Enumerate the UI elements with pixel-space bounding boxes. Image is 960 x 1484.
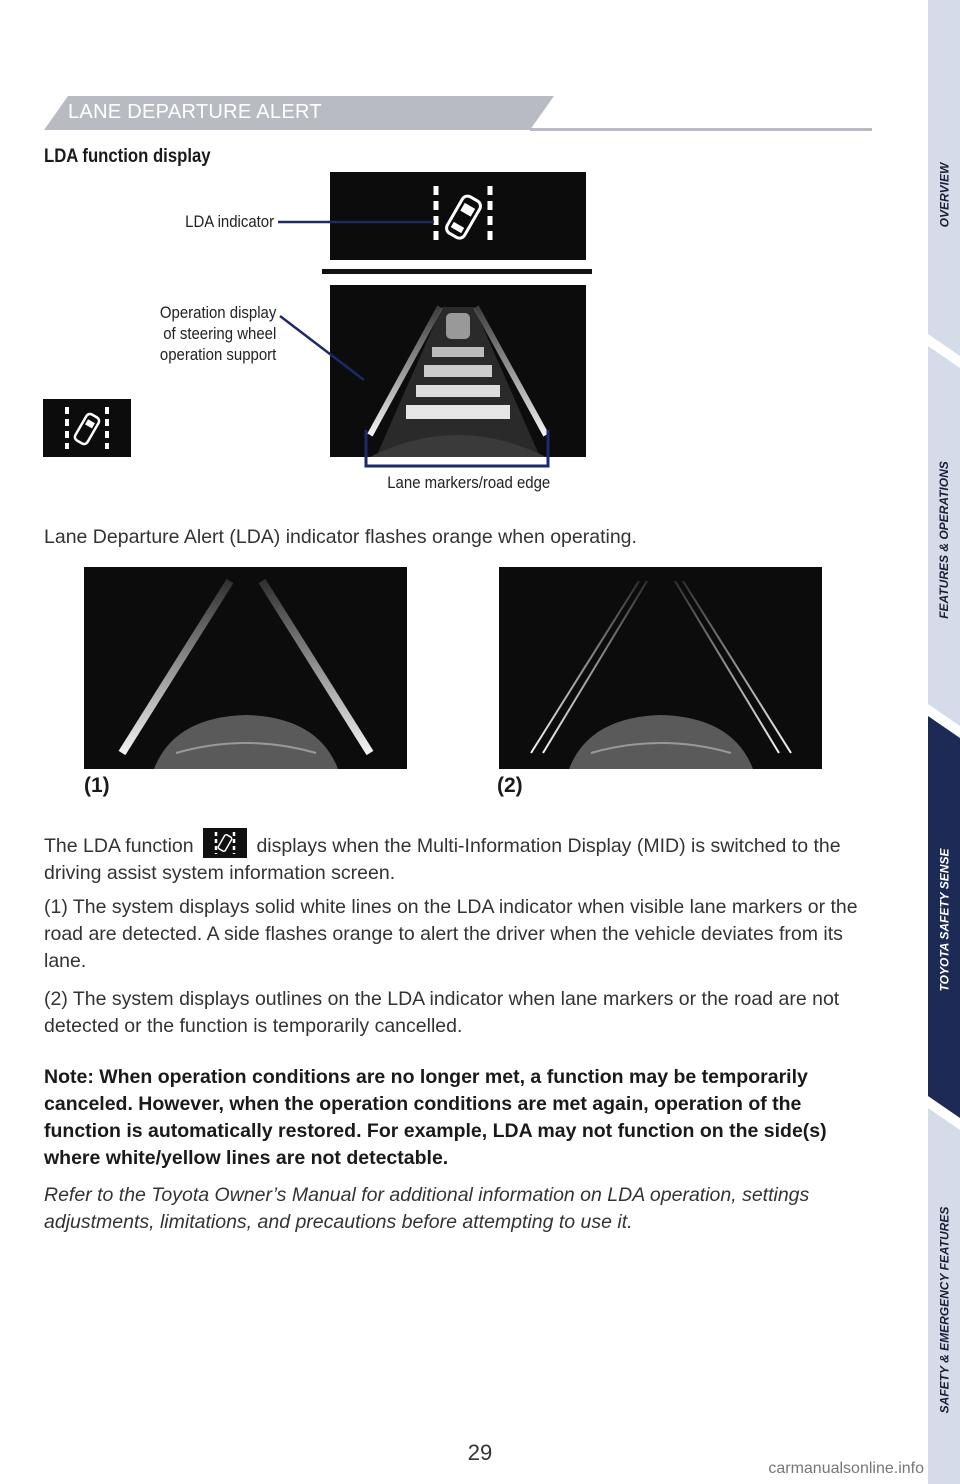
outline-lines-graphic <box>499 567 822 769</box>
solid-lines-graphic <box>84 567 407 769</box>
paragraph-2: (1) The system displays solid white lines on the LDA indicator when visible lane markers or the road are detected. A side flashes orange to alert the driver when the vehicle deviates from its lane. <box>44 896 858 972</box>
lda-car-icon <box>43 399 131 457</box>
callout-leader-lines <box>0 0 960 500</box>
paragraph-1 <box>44 828 880 887</box>
lda-outline-lines-panel <box>499 567 822 769</box>
section-sidebar <box>928 0 960 1484</box>
sidebar-tab-overview[interactable]: OVERVIEW <box>936 162 951 228</box>
page-number: 29 <box>467 1440 493 1465</box>
sidebar-tab-features-operations[interactable]: FEATURES & OPERATIONS <box>936 461 951 619</box>
lda-solid-lines-panel <box>84 567 407 769</box>
lda-car-icon <box>203 828 247 858</box>
paragraph-3: (2) The system displays outlines on the LDA indicator when lane markers or the road are not detected or the function is temporarily cancelled. <box>44 988 840 1037</box>
watermark: carmanualsonline.info <box>768 1460 924 1477</box>
callout-operation-line3: operation support <box>159 345 276 364</box>
callout-lda-indicator: LDA indicator <box>185 212 274 231</box>
paragraph-1-end: displays when the Multi-Information Display (MID) is switched to the driving assist system information screen. <box>44 835 841 884</box>
note-paragraph: Note: When operation conditions are no longer met, a function may be temporarily canceled. However, when the operation conditions are met again, operation of the function is automatically restored. For example, LDA may not function on the side(s) where white/yellow lines are not detectable. <box>44 1066 827 1169</box>
figure-label-2: (2) <box>497 774 523 797</box>
refer-paragraph: Refer to the Toyota Owner’s Manual for additional information on LDA operation, settings adjustments, limitations, and precautions before attempting to use it. <box>44 1184 810 1233</box>
callout-operation-line1: Operation display <box>159 303 276 322</box>
figure1-title: LDA function display <box>44 146 211 167</box>
paragraph-1-start: The LDA function <box>44 835 194 857</box>
callout-lane-markers: Lane markers/road edge <box>386 473 550 492</box>
caption-text: Lane Departure Alert (LDA) indicator flashes orange when operating. <box>44 526 637 548</box>
callout-operation-line2: of steering wheel <box>162 324 276 343</box>
sidebar-tab-safety-emergency[interactable]: SAFETY & EMERGENCY FEATURES <box>936 1206 951 1414</box>
sidebar-tab-toyota-safety-sense[interactable]: TOYOTA SAFETY SENSE <box>936 848 951 992</box>
lda-icon-box <box>43 399 131 457</box>
figure-label-1: (1) <box>84 774 110 797</box>
section-title: LANE DEPARTURE ALERT <box>68 101 322 123</box>
